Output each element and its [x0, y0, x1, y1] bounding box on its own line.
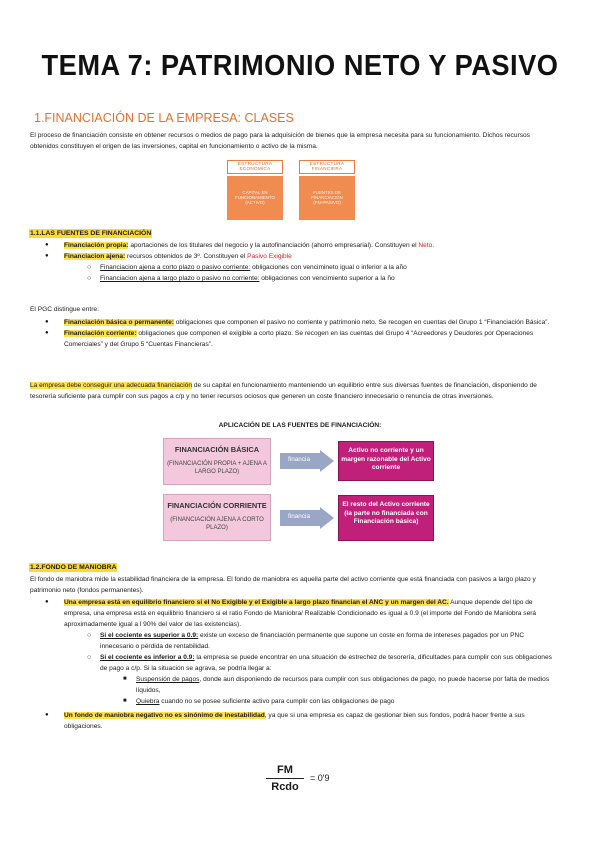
- list-item-quiebra: [136, 696, 554, 707]
- largo-plazo-text: obligaciones con vencimiento superior a la ño: [259, 275, 395, 282]
- pn-pasivo-block: FUENTES DE FINANCIACIÓN (PN+PASIVO): [299, 176, 355, 220]
- inferior-label: Si el cociente es inferior a 0.9:: [100, 654, 195, 661]
- equilibrio-highlight: La empresa debe conseguir una adecuada financiación: [30, 382, 193, 389]
- pasivo-exigible-text: Pasivo Exigible: [247, 253, 292, 260]
- quiebra-text: cuando no se posee suficiente activo para cumplir con las obligaciones de pago: [159, 698, 395, 705]
- negativo-text: , ya que si una empresa es capaz de gestionar bien sus fondos, podrá hacer frente a sus obligaciones.: [64, 712, 525, 730]
- suspension-text: , donde aun disponiendo de recursos para cumplir con sus obligaciones de pago, no puede hacerse por falta de medios líquidos,: [136, 676, 550, 694]
- quiebra-label: Quiebra: [136, 698, 160, 705]
- list-item-negativo: [64, 710, 554, 732]
- financiacion-corriente-sub: (FINANCIACIÓN AJENA A CORTO PLAZO): [170, 517, 264, 531]
- fondo-maniobra-list: [64, 597, 554, 732]
- financiacion-corriente-title: FINANCIACIÓN CORRIENTE: [167, 501, 267, 510]
- financia-label-1: financia: [288, 456, 311, 463]
- corto-plazo-label: Financiacion ajena a corto plazo o pasivo corriente:: [100, 264, 251, 271]
- financial-structure-label: ESTRUCTURA FINANCIERA: [299, 160, 355, 174]
- list-item-equilibrio: [64, 597, 554, 630]
- propia-label: Financiación propia:: [64, 242, 129, 249]
- activo-block: CAPITAL EN FUNCIONAMIENTO (ACTIVO): [227, 176, 283, 220]
- formula-denominator: Rcdo: [271, 781, 299, 793]
- list-item-suspension: [136, 674, 554, 696]
- pgc-text: El PGC distingue entre:: [30, 306, 99, 313]
- corto-plazo-text: obligaciones con vencimineto igual o inferior a la año: [250, 264, 407, 271]
- fuentes-list: [64, 240, 554, 284]
- list-item-inferior: [100, 652, 554, 674]
- list-item-corto-plazo: [100, 262, 554, 273]
- financiacion-corriente-box: [163, 494, 271, 541]
- activo-no-corriente-box: Activo no corriente y un margen razonable del Activo corriente: [338, 441, 434, 481]
- section-heading-fuentes: 1.1.LAS FUENTES DE FINANCIACIÓN: [30, 230, 152, 237]
- formula-numerator: FM: [266, 764, 304, 779]
- negativo-highlight: Un fondo de maniobra negativo no es sinónimo de inestabilidad: [64, 712, 265, 719]
- list-item-corriente: [64, 328, 554, 350]
- financia-label-2: financia: [288, 513, 311, 520]
- fm-ratio-formula: [266, 764, 330, 793]
- ajena-text: recursos obtenidos de 3º. Constituyen el: [125, 253, 248, 260]
- corriente-text: obligaciones que componen el exigible a corto plazo. Se recogen en las cuentas del Grupo 4 “Acreedores y Deudores por Operaciones Comerciales” y del Grupo 5 “Cuentas Financieras”.: [64, 330, 534, 348]
- aplicacion-diagram-title: APLICACIÓN DE LAS FUENTES DE FINANCIACIÓN:: [218, 422, 382, 429]
- equilibrio-text: de su capital en funcionamiento manteniendo un equilibrio entre sus diversas fuentes de financiación, disponiendo de tesorería suficiente para cumplir con sus pagos a c/p y no tener recursos ociosos que generen un coste financiero innecesario o renuncia de otras inversiones.: [30, 382, 537, 400]
- list-item-ajena: [64, 251, 554, 262]
- section-heading-fondo-maniobra: 1.2.FONDO DE MANIOBRA: [30, 564, 117, 571]
- neto-text: Neto.: [418, 242, 435, 249]
- section-heading-financiacion: 1.FINANCIACIÓN DE LA EMPRESA: CLASES: [34, 111, 294, 125]
- suspension-label: Suspensión de pagos: [136, 676, 200, 683]
- financiacion-basica-title: FINANCIACIÓN BÁSICA: [174, 445, 260, 454]
- inferior-text: la empresa se puede encontrar en una situación de estrechez de tesorería, dificultades para cumplir con sus obligaciones de pago a c/p. Si la situación se agrava, se podría llegar a:: [100, 654, 552, 672]
- pgc-list: [64, 317, 554, 350]
- equilibrio-financiero-text: Aunque depende del tipo de empresa, una empresa está en equilibrio financiero si el ratio Fondo de Maniobra/ Realizable Condicionado es igual a 0.9 (el importe del Fondo de Maniobra será aproximadamente igual a l 90% del valor de las existencias).: [64, 599, 537, 628]
- basica-label: Financiación básica o permanente:: [64, 319, 174, 326]
- financiacion-basica-box: [163, 438, 271, 485]
- financia-arrow-2: [280, 507, 334, 529]
- financia-arrow-1: [280, 450, 334, 472]
- list-item-propia: [64, 240, 554, 251]
- ajena-label: Financiacion ajena:: [64, 253, 126, 260]
- financial-structure-column: [299, 160, 355, 224]
- structure-diagram: [227, 160, 355, 226]
- list-item-largo-plazo: [100, 273, 554, 284]
- largo-plazo-label: Financiacion ajena a largo plazo o pasivo no corriente:: [100, 275, 260, 282]
- resto-activo-corriente-box: El resto del Activo corriente (la parte no financiada con Financiación básica): [338, 495, 434, 541]
- page-title: TEMA 7: PATRIMONIO NETO Y PASIVO: [41, 50, 559, 82]
- financiacion-basica-sub: (FINANCIACIÓN PROPIA + AJENA A LARGO PLAZO): [167, 461, 267, 475]
- superior-text: existe un exceso de financiación permanente que supone un coste en forma de intereses pagados por un PNC innecesario o pérdida de rentabilidad.: [100, 632, 525, 650]
- list-item-basica: [64, 317, 554, 328]
- economic-structure-column: [227, 160, 283, 224]
- intro-paragraph: El proceso de financiación consiste en obtener recursos o medios de pago para la adquisición de bienes que la empresa necesita para su funcionamiento. Dichos recursos obtenidos constituyen el origen de las inversiones, capital en funcionamiento o activo de la misma.: [30, 132, 530, 150]
- basica-text: obligaciones que componen el pasivo no corriente y patrimonio neto. Se recogen en cuentas del Grupo 1 “Financiación Básica”.: [173, 319, 550, 326]
- equilibrio-paragraph: [30, 380, 555, 402]
- superior-label: Si el cociente es superior a 0.9:: [100, 632, 199, 639]
- list-item-superior: [100, 630, 554, 652]
- formula-result: = 0'9: [310, 773, 330, 783]
- propia-text: aportaciones de los titulares del negocio y la autofinanciación (ahorro empresarial). Constituyen el: [128, 242, 419, 249]
- fondo-maniobra-definition: El fondo de maniobra mide la estabilidad financiera de la empresa. El fondo de maniobra es aquella parte del activo corriente que está financiada con pasivos a largo plazo y patrimonio neto (fondos permanentes).: [30, 576, 536, 594]
- economic-structure-label: ESTRUCTURA ECONÓMICA: [227, 160, 283, 174]
- corriente-label: Financiación corriente:: [64, 330, 137, 337]
- equilibrio-financiero-highlight: Una empresa está en equilibrio financiero si el No Exigible y el Exigible a largo plazo financian el ANC y un margen del AC.: [64, 599, 449, 606]
